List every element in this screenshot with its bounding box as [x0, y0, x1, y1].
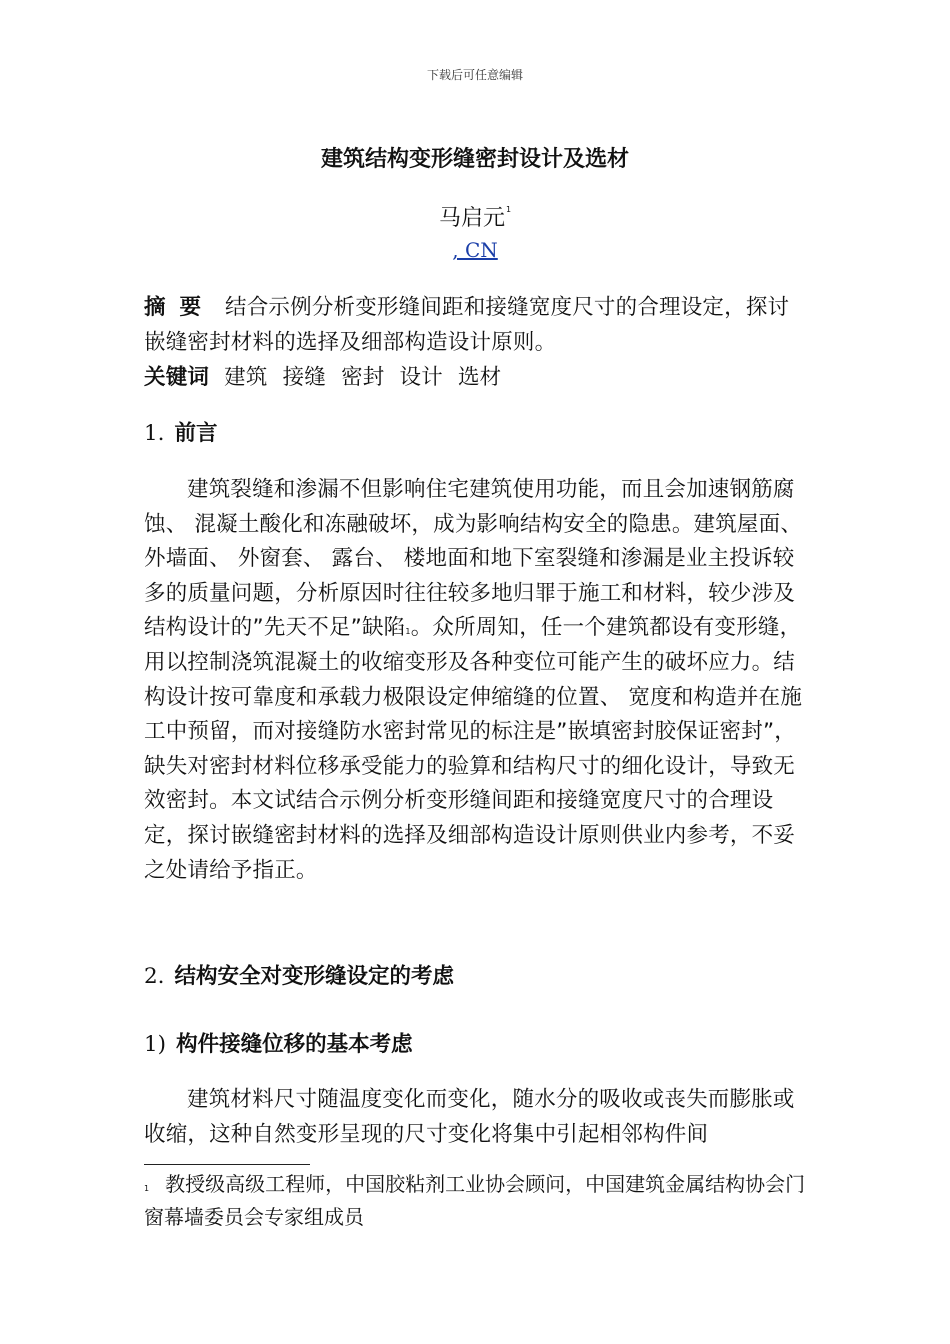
keyword: 设计 [399, 365, 443, 390]
page-header-note: 下载后可任意编辑 [426, 68, 523, 82]
author-footnote-mark: 1 [505, 205, 512, 214]
footnote-divider [144, 1164, 310, 1165]
subsection-paragraph: 建筑材料尺寸随温度变化而变化，随水分的吸收或丧失而膨胀或收缩，这种自然变形呈现的尺寸变化将集中引起相邻构件间 [144, 1087, 795, 1147]
keywords-label: 关键词 [144, 365, 210, 390]
intro-text-part2: 。众所周知，任一个建筑都设有变形缝，用以控制浇筑混凝土的收缩变形及各种变位可能产生的破坏应力。结构设计按可靠度和承载力极限设定伸缩缝的位置、 宽度和构造并在施工中预留，而对接缝防水密封常见的标注是”嵌填密封胶保证密封”，缺失对密封材料位移承受能力的验算和结构尺寸的细化设计，导致无效密封。本文试结合示例分析变形缝间距和接缝宽度尺寸的合理设定，探讨嵌缝密封材料的选择及细部构造设计原则供业内参考，不妥之处请给予指正。 [144, 615, 803, 883]
section-number: 2. [144, 964, 165, 989]
footnote [144, 1168, 808, 1234]
abstract-text: 结合示例分析变形缝间距和接缝宽度尺寸的合理设定，探讨嵌缝密封材料的选择及细部构造设计原则。 [144, 295, 790, 355]
subsection-number: 1) [144, 1032, 167, 1057]
keyword: 选材 [457, 365, 502, 390]
affiliation-text[interactable]: , CN [452, 238, 498, 262]
footnote-text: 教授级高级工程师，中国胶粘剂工业协会顾问，中国建筑金属结构协会门窗幕墙委员会专家组成员 [144, 1172, 806, 1229]
author-name: 马启元 [438, 206, 505, 231]
keyword: 接缝 [282, 365, 327, 390]
author-line [0, 201, 950, 232]
keyword: 密封 [341, 365, 385, 390]
footnote-mark: 1 [144, 1184, 150, 1193]
abstract [144, 291, 808, 360]
section-title: 前言 [174, 421, 218, 446]
section-number: 1. [144, 421, 165, 446]
section-heading-intro [144, 417, 808, 451]
paper-title: 建筑结构变形缝密封设计及选材 [320, 147, 629, 172]
affiliation-link[interactable] [0, 238, 950, 262]
intro-text-part1: 建筑裂缝和渗漏不但影响住宅建筑使用功能，而且会加速钢筋腐蚀、 混凝土酸化和冻融破坏，成为影响结构安全的隐患。建筑屋面、 外墙面、 外窗套、 露台、 楼地面和地下室裂缝和渗漏是业主投诉较多的质量问题，分析原因时往往较多地归罪于施工和材料，较少涉及结构设计的”先天不足”缺陷 [144, 477, 803, 641]
subsection-heading [144, 1028, 808, 1062]
abstract-label: 摘要 [144, 295, 216, 320]
section-heading-structure [144, 960, 808, 994]
keywords [144, 361, 808, 396]
subsection-title: 构件接缝位移的基本考虑 [176, 1032, 413, 1057]
keyword: 建筑 [224, 365, 268, 390]
section-title: 结构安全对变形缝设定的考虑 [174, 964, 455, 989]
citation-mark: 1 [405, 627, 411, 637]
intro-paragraph [144, 473, 808, 888]
